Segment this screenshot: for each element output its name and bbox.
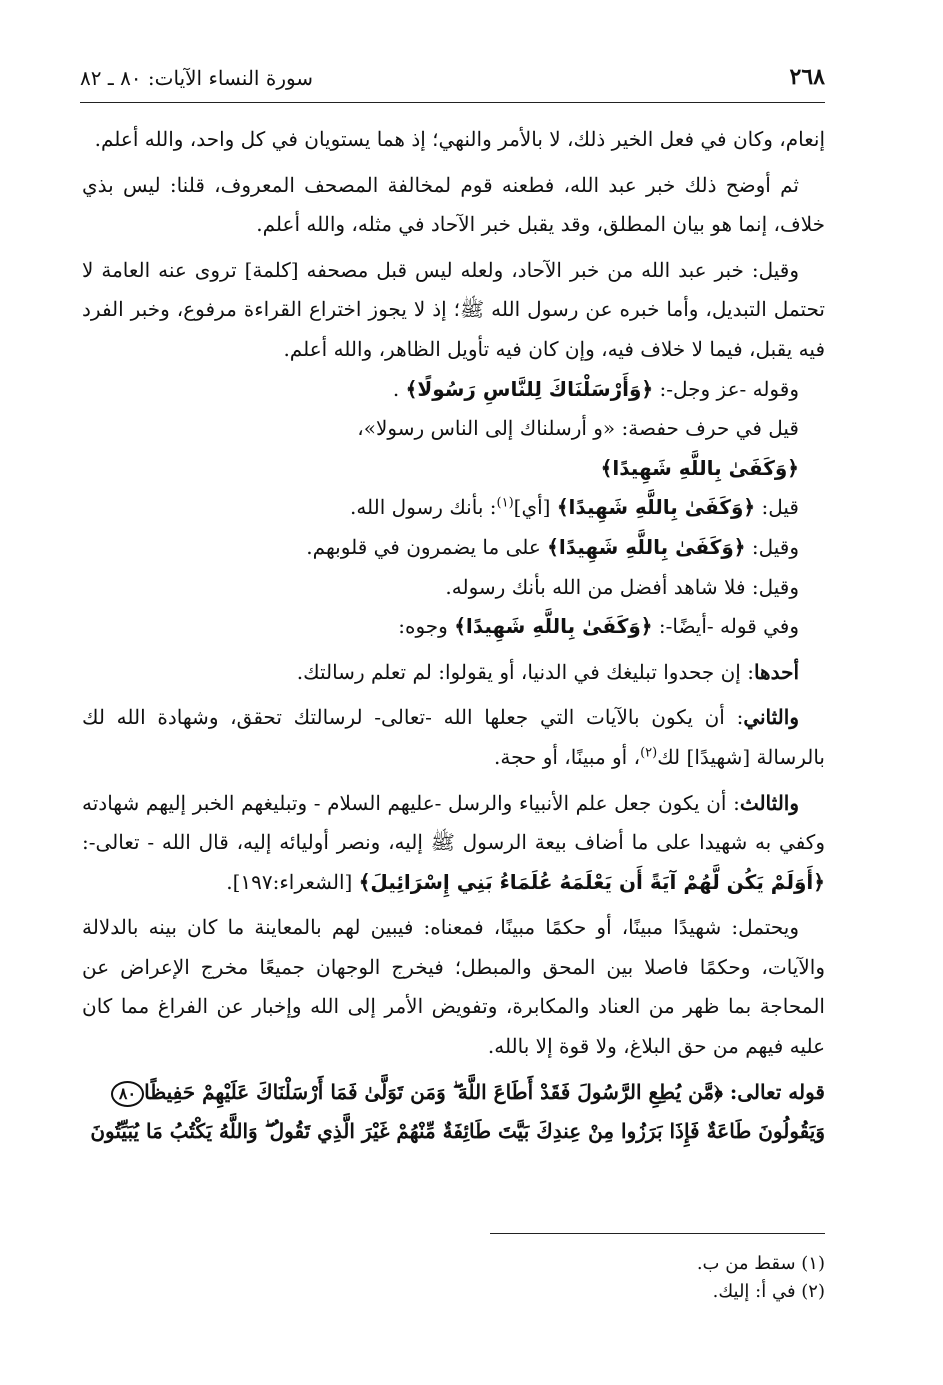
quran-quote: ﴿وَكَفَىٰ بِاللَّهِ شَهِيدًا﴾: [454, 614, 653, 639]
verse-lead: قوله تعالى:: [722, 1079, 825, 1104]
text-run: على ما يضمرون في قلوبهم.: [306, 534, 548, 559]
footnote-reference[interactable]: (٢): [640, 745, 658, 761]
section-lead: والثاني: [743, 705, 799, 730]
footnote-separator: [490, 1233, 825, 1234]
paragraph: [82, 528, 825, 568]
text-run: .: [392, 376, 406, 401]
text-run: : أن يكون بالآيات التي جعلها الله -تعالى- لرسالتك تحقق، وشهادة الله لك بالرسالة [شهيدًا] لك: [82, 705, 825, 769]
section-lead: أحدها: [753, 659, 799, 684]
text-run: وقوله -عز وجل-:: [653, 376, 799, 401]
quran-quote: ﴿وَكَفَىٰ بِاللَّهِ شَهِيدًا﴾: [600, 455, 799, 480]
paragraph: [82, 698, 825, 777]
quran-quote: ﴿وَأَرْسَلْنَاكَ لِلنَّاسِ رَسُولًا﴾: [405, 376, 654, 401]
paragraph: ويحتمل: شهيدًا مبينًا، أو حكمًا مبينًا، فمعناه: فيبين لهم بالمعاينة ما كان بينه بالدلالة والآيات، وحكمًا فاصلا بين المحق والمبطل؛ فيخرج الوجهان جميعًا مخرج الإعراض عن المحاجة بما ظهر من العناد والمكابرة، وتفويض الأمر إلى الله وإخبار عن الفراغ مما كان عليه فيهم من حق البلاغ، ولا قوة إلا بالله.: [82, 915, 825, 1059]
verse-block: [82, 1073, 825, 1151]
paragraph: قيل في حرف حفصة: «و أرسلناك إلى الناس رسولا»،: [357, 416, 799, 441]
text-run: وفي قوله -أيضًا-:: [652, 614, 799, 639]
verse-number-mark: ٨٠: [111, 1081, 144, 1107]
text-run: قيل:: [755, 495, 799, 520]
paragraph: وقيل: فلا شاهد أفضل من الله بأنك رسوله.: [445, 574, 799, 599]
footnote-reference[interactable]: (١): [496, 495, 514, 511]
paragraph: [82, 488, 825, 528]
footnote: (١) سقط من ب.: [696, 1253, 825, 1274]
paragraph: [82, 370, 825, 410]
main-text: [82, 120, 825, 1151]
quran-quote: ﴿وَكَفَىٰ بِاللَّهِ شَهِيدًا﴾: [547, 534, 746, 559]
running-title: سورة النساء الآيات: ٨٠ ـ ٨٢: [80, 66, 314, 90]
text-run: [الشعراء:١٩٧].: [226, 869, 359, 894]
verse-line: وَيَقُولُونَ طَاعَةٌ فَإِذَا بَرَزُوا مِنْ عِندِكَ بَيَّتَ طَائِفَةٌ مِّنْهُمْ غَيْرَ الَّذِي تَقُولُ ۖ وَاللَّهُ يَكْتُبُ مَا يُبَيِّتُونَ: [90, 1118, 825, 1143]
quran-quote: ﴿وَكَفَىٰ بِاللَّهِ شَهِيدًا﴾: [556, 495, 756, 520]
page-header: [80, 58, 825, 103]
paragraph: [82, 607, 825, 647]
verse-line: ﴿مَّن يُطِعِ الرَّسُولَ فَقَدْ أَطَاعَ اللَّهَ ۖ وَمَن تَوَلَّىٰ فَمَا أَرْسَلْنَاكَ عَلَيْهِمْ حَفِيظًا: [144, 1079, 723, 1104]
paragraph: [82, 653, 825, 693]
page-number: ٢٦٨: [789, 64, 825, 90]
paragraph: إنعام، وكان في فعل الخير ذلك، لا بالأمر والنهي؛ إذ هما يستويان في كل واحد، والله أعلم.: [94, 127, 825, 151]
footnotes: [697, 1250, 825, 1306]
section-lead: والثالث: [739, 790, 799, 815]
text-run: : بأنك رسول الله.: [349, 495, 497, 520]
text-run: ، أو مبينًا، أو حجة.: [494, 744, 641, 769]
paragraph: ثم أوضح ذلك خبر عبد الله، فطعنه قوم لمخالفة المصحف المعروف، قلنا: ليس بذي خلاف، إنما هو بيان المطلق، وقد يقبل خبر الآحاد في مثله، والله أعلم.: [82, 172, 825, 237]
quran-quote: ﴿أَوَلَمْ يَكُن لَّهُمْ آيَةً أَن يَعْلَمَهُ عُلَمَاءُ بَنِي إِسْرَائِيلَ﴾: [358, 869, 825, 894]
paragraph: وقيل: خبر عبد الله من خبر الآحاد، ولعله ليس قبل مصحفه [كلمة] تروى عنه العامة لا تحتمل التبديل، وأما خبره عن رسول الله ﷺ؛ إذ لا يجوز اختراع القراءة مرفوع، وخبر الفرد فيه يقبل، فيما لا خلاف فيه، وإن كان فيه تأويل الظاهر، والله أعلم.: [82, 257, 825, 361]
text-run: وجوه:: [398, 614, 455, 639]
footnote: (٢) في أ: إليك.: [712, 1281, 825, 1302]
paragraph: [82, 784, 825, 903]
paragraph: [82, 449, 825, 489]
text-run: : أن يكون جعل علم الأنبياء والرسل -عليهم السلام - وتبليغهم الخبر إليهم شهادته وكفي به شهيدا على ما أضاف بيعة الرسول ﷺ إليه، ونصر أوليائه إليه، قال الله - تعالى-:: [82, 790, 825, 855]
text-run: وقيل:: [745, 534, 799, 559]
text-run: : إن جحدوا تبليغك في الدنيا، أو يقولوا: لم تعلم رسالتك.: [296, 659, 754, 684]
text-run: [أي]: [513, 495, 557, 520]
